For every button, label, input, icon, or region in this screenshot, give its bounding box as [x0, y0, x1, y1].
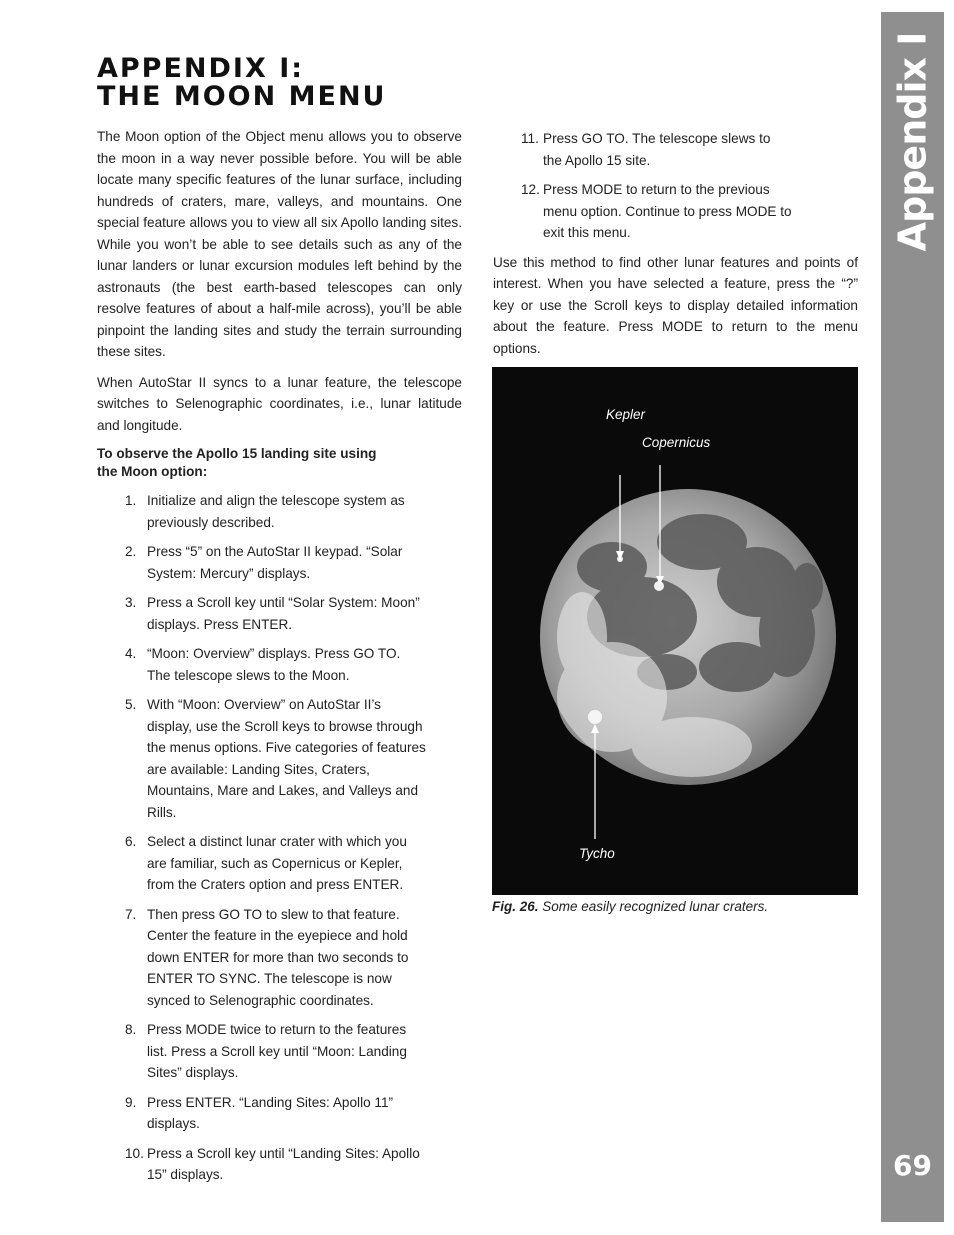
left-column [97, 126, 462, 1194]
step-text: Select a distinct lunar crater with which you are familiar, such as Copernicus or Kepler, from the Craters option and press ENTER. [147, 834, 407, 892]
appendix-side-tab [881, 12, 944, 1222]
step-text: Press MODE twice to return to the features list. Press a Scroll key until “Moon: Landing Sites” displays. [147, 1022, 407, 1080]
step-item [97, 1143, 427, 1186]
step-item [97, 1092, 427, 1135]
step-number: 10. [125, 1145, 144, 1161]
step-number: 9. [125, 1094, 137, 1110]
step-number: 11. [521, 131, 539, 146]
step-number: 4. [125, 646, 137, 661]
step-number: 7. [125, 906, 137, 922]
sync-paragraph: When AutoStar II syncs to a lunar feature, the telescope switches to Selenographic coordinates, i.e., lunar latitude and longitude. [97, 374, 462, 433]
tycho-crater [588, 710, 602, 724]
step-item [97, 904, 427, 1012]
step-text: With “Moon: Overview” on AutoStar II’s display, use the Scroll keys to browse through the menus options. Five categories of features are available: Landing Sites, Craters, Mountains, Mare and Lakes, and Valleys and Rills. [147, 697, 426, 820]
step-item [493, 179, 793, 244]
title-line-1: APPENDIX I: [97, 53, 305, 84]
step-number: 1. [125, 493, 137, 508]
step-number: 5. [125, 697, 137, 712]
moon-illustration [492, 367, 858, 895]
step-number: 6. [125, 834, 137, 849]
step-text: Press MODE to return to the previous menu option. Continue to press MODE to exit this menu. [543, 182, 792, 240]
title-line-2: THE MOON MENU [97, 81, 387, 112]
step-text: Then press GO TO to slew to that feature. Center the feature in the eyepiece and hold down ENTER for more than two seconds to ENTER TO SYNC. The telescope is now synced to Selenographic coordinates. [147, 906, 409, 1008]
moon-figure [492, 367, 858, 895]
step-text: Press ENTER. “Landing Sites: Apollo 11” displays. [147, 1094, 394, 1131]
step-number: 3. [125, 595, 137, 610]
step-number: 8. [125, 1022, 137, 1037]
step-item [97, 694, 427, 823]
page-number: 69 [893, 1149, 932, 1182]
step-number: 2. [125, 544, 137, 559]
step-number: 12. [521, 182, 540, 197]
figure-caption [492, 899, 858, 914]
caption-text: Some easily recognized lunar craters. [538, 899, 769, 914]
procedure-heading: To observe the Apollo 15 landing site using the Moon option: [97, 446, 377, 479]
page-title [97, 55, 386, 111]
closing-paragraph: Use this method to find other lunar features and points of interest. When you have selected a feature, press the “?” key or use the Scroll keys to display detailed information about the feature. Press MODE to return to the menu options. [493, 254, 858, 356]
step-item [97, 643, 427, 686]
step-text: Initialize and align the telescope system as previously described. [147, 493, 405, 530]
step-item [97, 490, 427, 533]
step-item [97, 592, 427, 635]
steps-list-left [97, 490, 427, 1186]
steps-list-right [493, 128, 793, 244]
step-text: “Moon: Overview” displays. Press GO TO. The telescope slews to the Moon. [147, 646, 401, 683]
intro-paragraph: The Moon option of the Object menu allows you to observe the moon in a way never possible before. You will be able locate many specific features of the lunar surface, including hundreds of craters, mare, valleys, and mountains. One special feature allows you to view all six Apollo landing sites. While you won’t be able to see details such as any of the lunar landers or lunar excursion modules left behind by the astronauts (the best earth-based telescopes can only resolve features of about a half-mile across), you’ll be able pinpoint the landing sites and study the terrain surrounding these sites. [97, 129, 462, 359]
copernicus-label: Copernicus [642, 435, 711, 450]
step-item [97, 541, 427, 584]
step-text: Press “5” on the AutoStar II keypad. “Solar System: Mercury” displays. [147, 544, 403, 581]
step-item [97, 1019, 427, 1084]
caption-label: Fig. 26. [492, 899, 539, 914]
side-tab-title [881, 12, 944, 272]
kepler-label: Kepler [606, 407, 646, 422]
step-item [493, 128, 793, 171]
side-tab-label: Appendix I [890, 32, 935, 252]
step-text: Press a Scroll key until “Landing Sites: Apollo 15” displays. [147, 1145, 420, 1182]
step-text: Press a Scroll key until “Solar System: Moon” displays. Press ENTER. [147, 595, 420, 632]
step-item [97, 831, 427, 896]
right-column [493, 128, 858, 359]
step-text: Press GO TO. The telescope slews to the Apollo 15 site. [543, 131, 771, 168]
tycho-label: Tycho [579, 846, 615, 861]
